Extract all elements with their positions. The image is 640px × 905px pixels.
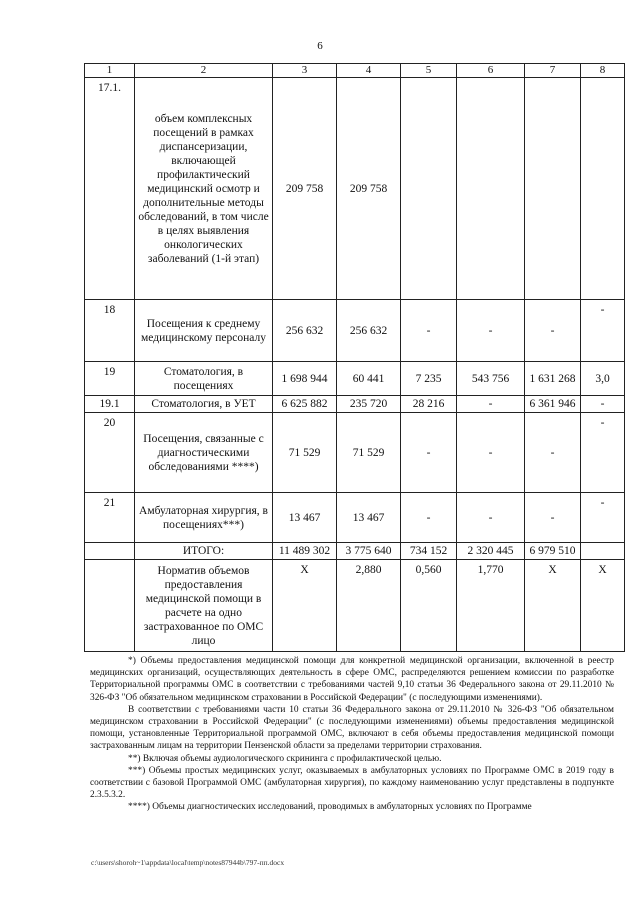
row-name: Стоматология, в УЕТ <box>135 396 273 413</box>
row-name: объем комплексных посещений в рамках диспансеризации, включающей профилактический медицинский осмотр и дополнительные методы обследований, в том числе в целях выявления онкологических заболеваний (1-й этап) <box>135 78 273 300</box>
row-name: Стоматология, в посещениях <box>135 362 273 396</box>
footnote: В соответствии с требованиями части 10 статьи 36 Федерального закона от 29.11.2010 № 326-ФЗ "Об обязательном медицинском страховании в Российской Федерации" (с последующими изменениями) объемы предоставления медицинской помощи, установленные Территориальной программой ОМС, включают в себя объемы предоставления медицинской помощи застрахованным лицам на территории Пензенской области за пределами территории страхования. <box>90 704 614 752</box>
table-cell: Х <box>581 560 625 652</box>
table-cell: - <box>581 493 625 543</box>
table-cell: - <box>457 396 525 413</box>
table-cell: - <box>525 413 581 493</box>
row-number: 20 <box>85 413 135 493</box>
column-header: 1 <box>85 64 135 78</box>
table-cell: 3,0 <box>581 362 625 396</box>
table-cell: 7 235 <box>401 362 457 396</box>
table-cell <box>581 543 625 560</box>
table-cell: - <box>525 493 581 543</box>
table-cell: 28 216 <box>401 396 457 413</box>
table-cell: 1 698 944 <box>273 362 337 396</box>
table-cell: 71 529 <box>273 413 337 493</box>
row-name: Амбулаторная хирургия, в посещениях***) <box>135 493 273 543</box>
table-cell: - <box>401 413 457 493</box>
table-cell: - <box>457 413 525 493</box>
table-cell: 235 720 <box>337 396 401 413</box>
row-number: 17.1. <box>85 78 135 300</box>
row-name: Посещения к среднему медицинскому персоналу <box>135 300 273 362</box>
table-cell: 2 320 445 <box>457 543 525 560</box>
table-cell: 256 632 <box>337 300 401 362</box>
table-row <box>85 362 625 396</box>
table-cell: 734 152 <box>401 543 457 560</box>
row-name: Посещения, связанные с диагностическими обследованиями ****) <box>135 413 273 493</box>
table-cell: 1 631 268 <box>525 362 581 396</box>
footnote: ****) Объемы диагностических исследований, проводимых в амбулаторных условиях по Программе <box>128 802 532 813</box>
table-cell: - <box>457 300 525 362</box>
table-cell: 209 758 <box>337 78 401 300</box>
footnote: ***) Объемы простых медицинских услуг, оказываемых в амбулаторных условиях по Программе ОМС в 2019 году в соответствии с базовой Программой ОМС (амбулаторная хирургия), по каждому наименованию услуг представлены в подпункте 2.3.5.3.2. <box>90 765 614 801</box>
table-cell: 6 979 510 <box>525 543 581 560</box>
table-cell: 6 625 882 <box>273 396 337 413</box>
oms-volume-table <box>84 63 625 652</box>
column-header: 2 <box>135 64 273 78</box>
row-number: 19.1 <box>85 396 135 413</box>
table-cell: - <box>525 300 581 362</box>
column-header: 4 <box>337 64 401 78</box>
table-row <box>85 300 625 362</box>
table-cell: 209 758 <box>273 78 337 300</box>
table-cell: 3 775 640 <box>337 543 401 560</box>
table-cell: Х <box>525 560 581 652</box>
table-total-row <box>85 543 625 560</box>
table-cell <box>581 78 625 300</box>
footnotes <box>90 655 614 814</box>
table-row <box>85 78 625 300</box>
table-cell: 1,770 <box>457 560 525 652</box>
table-cell <box>401 78 457 300</box>
table-header-row <box>85 64 625 78</box>
table-cell: - <box>457 493 525 543</box>
page-number: 6 <box>317 40 323 52</box>
row-name: ИТОГО: <box>135 543 273 560</box>
column-header: 5 <box>401 64 457 78</box>
row-number: 19 <box>85 362 135 396</box>
footnote: **) Включая объемы аудиологического скрининга с профилактической целью. <box>128 753 442 764</box>
table-row <box>85 413 625 493</box>
table-cell: 60 441 <box>337 362 401 396</box>
table-cell: 0,560 <box>401 560 457 652</box>
table-cell: - <box>581 413 625 493</box>
table-cell: 6 361 946 <box>525 396 581 413</box>
table-cell: 71 529 <box>337 413 401 493</box>
column-header: 8 <box>581 64 625 78</box>
column-header: 6 <box>457 64 525 78</box>
table-row <box>85 560 625 652</box>
table-cell: Х <box>273 560 337 652</box>
row-number <box>85 543 135 560</box>
footnote: *) Объемы предоставления медицинской помощи для конкретной медицинской организации, включенной в реестр медицинских организаций, осуществляющих деятельность в сфере ОМС, распределяются решением комиссии по разработке Территориальной программы ОМС в соответствии с требованиями частей 9,10 статьи 36 Федерального закона от 29.11.2010 № 326-ФЗ "Об обязательном медицинском страховании в Российской Федерации" (с последующими изменениями). <box>90 656 614 703</box>
table-cell: 11 489 302 <box>273 543 337 560</box>
table-cell: 256 632 <box>273 300 337 362</box>
table-cell: - <box>401 493 457 543</box>
table-cell: - <box>581 396 625 413</box>
table-cell: 2,880 <box>337 560 401 652</box>
table-cell: 543 756 <box>457 362 525 396</box>
row-name: Норматив объемов предоставления медицинской помощи в расчете на одно застрахованное по ОМС лицо <box>135 560 273 652</box>
column-header: 7 <box>525 64 581 78</box>
column-header: 3 <box>273 64 337 78</box>
table-cell <box>457 78 525 300</box>
table-cell <box>525 78 581 300</box>
table-cell: 13 467 <box>337 493 401 543</box>
row-number: 18 <box>85 300 135 362</box>
table-row <box>85 493 625 543</box>
table-cell: - <box>401 300 457 362</box>
table-cell: 13 467 <box>273 493 337 543</box>
table-row <box>85 396 625 413</box>
row-number: 21 <box>85 493 135 543</box>
file-path-footer: c:\users\shoroh~1\appdata\local\temp\notes87944b\797-пп.docx <box>91 858 285 867</box>
row-number <box>85 560 135 652</box>
table-cell: - <box>581 300 625 362</box>
